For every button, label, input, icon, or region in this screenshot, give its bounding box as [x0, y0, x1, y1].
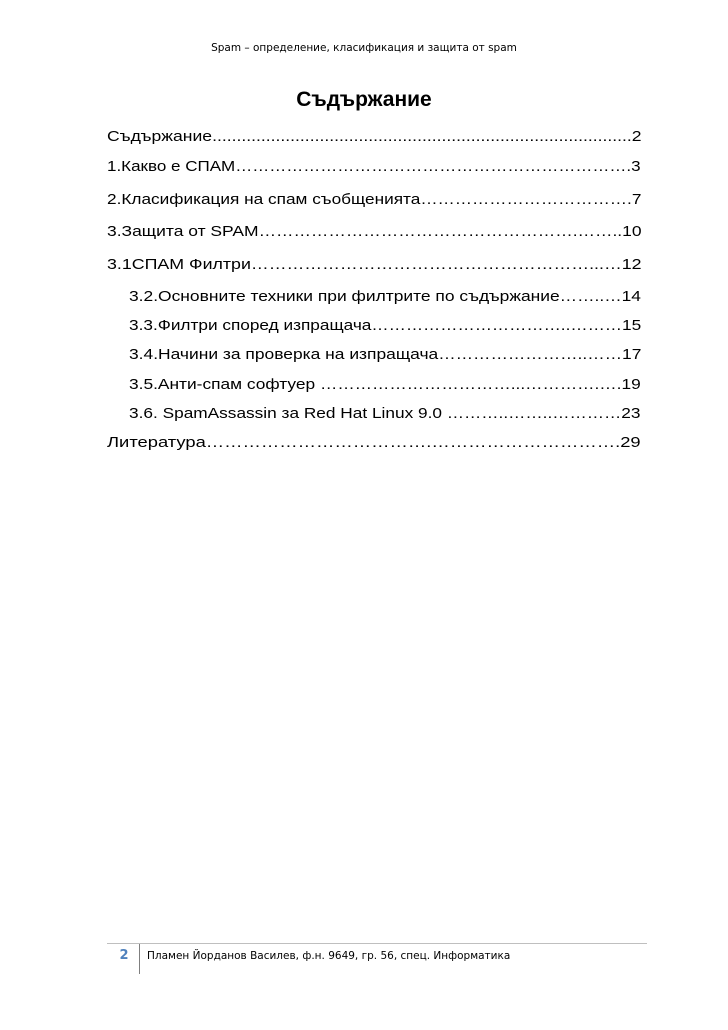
page-number: 2 [119, 948, 129, 963]
footer-divider [139, 944, 140, 974]
toc-entry-spamassassin[interactable]: 3.6. SpamAssassin за Red Hat Linux 9.0 ………..……..…………23 [129, 405, 641, 422]
toc-entry-spam-filters[interactable]: 3.1СПАМ Филтри…………………………………………………...…12 [107, 256, 642, 273]
toc-entry-content-filter-techniques[interactable]: 3.2.Основните техники при филтрите по съдържание……..…14 [129, 288, 641, 305]
running-header: Spam – определение, класификация и защита от spam [211, 42, 517, 54]
toc-entry-literature[interactable]: Литература……………………………….………………………….29 [107, 434, 641, 451]
toc-entry-sender-verification[interactable]: 3.4.Начини за проверка на изпращача……………………..……17 [129, 346, 642, 363]
toc-entry-sender-filters[interactable]: 3.3.Филтри според изпращача……………………………..………15 [129, 317, 642, 334]
footer-rule [107, 943, 647, 944]
toc-entry-classification[interactable]: 2.Класификация на спам съобщенията……………………………….7 [107, 191, 642, 208]
toc-entry-protection[interactable]: 3.Защита от SPAM……………………………………………….……..10 [107, 223, 642, 240]
toc-entry-what-is-spam[interactable]: 1.Какво е СПАМ…………………………………………………………….3 [107, 158, 641, 175]
toc-entry-contents[interactable]: Съдържание......................................................................................2 [107, 128, 642, 145]
toc-entry-antispam-software[interactable]: 3.5.Анти-спам софтуер ……………………………...………….….19 [129, 376, 641, 393]
toc-title-text: Съдържание [296, 88, 432, 111]
footer-author-line: Пламен Йорданов Василев, ф.н. 9649, гр. 56, спец. Информатика [147, 950, 511, 962]
